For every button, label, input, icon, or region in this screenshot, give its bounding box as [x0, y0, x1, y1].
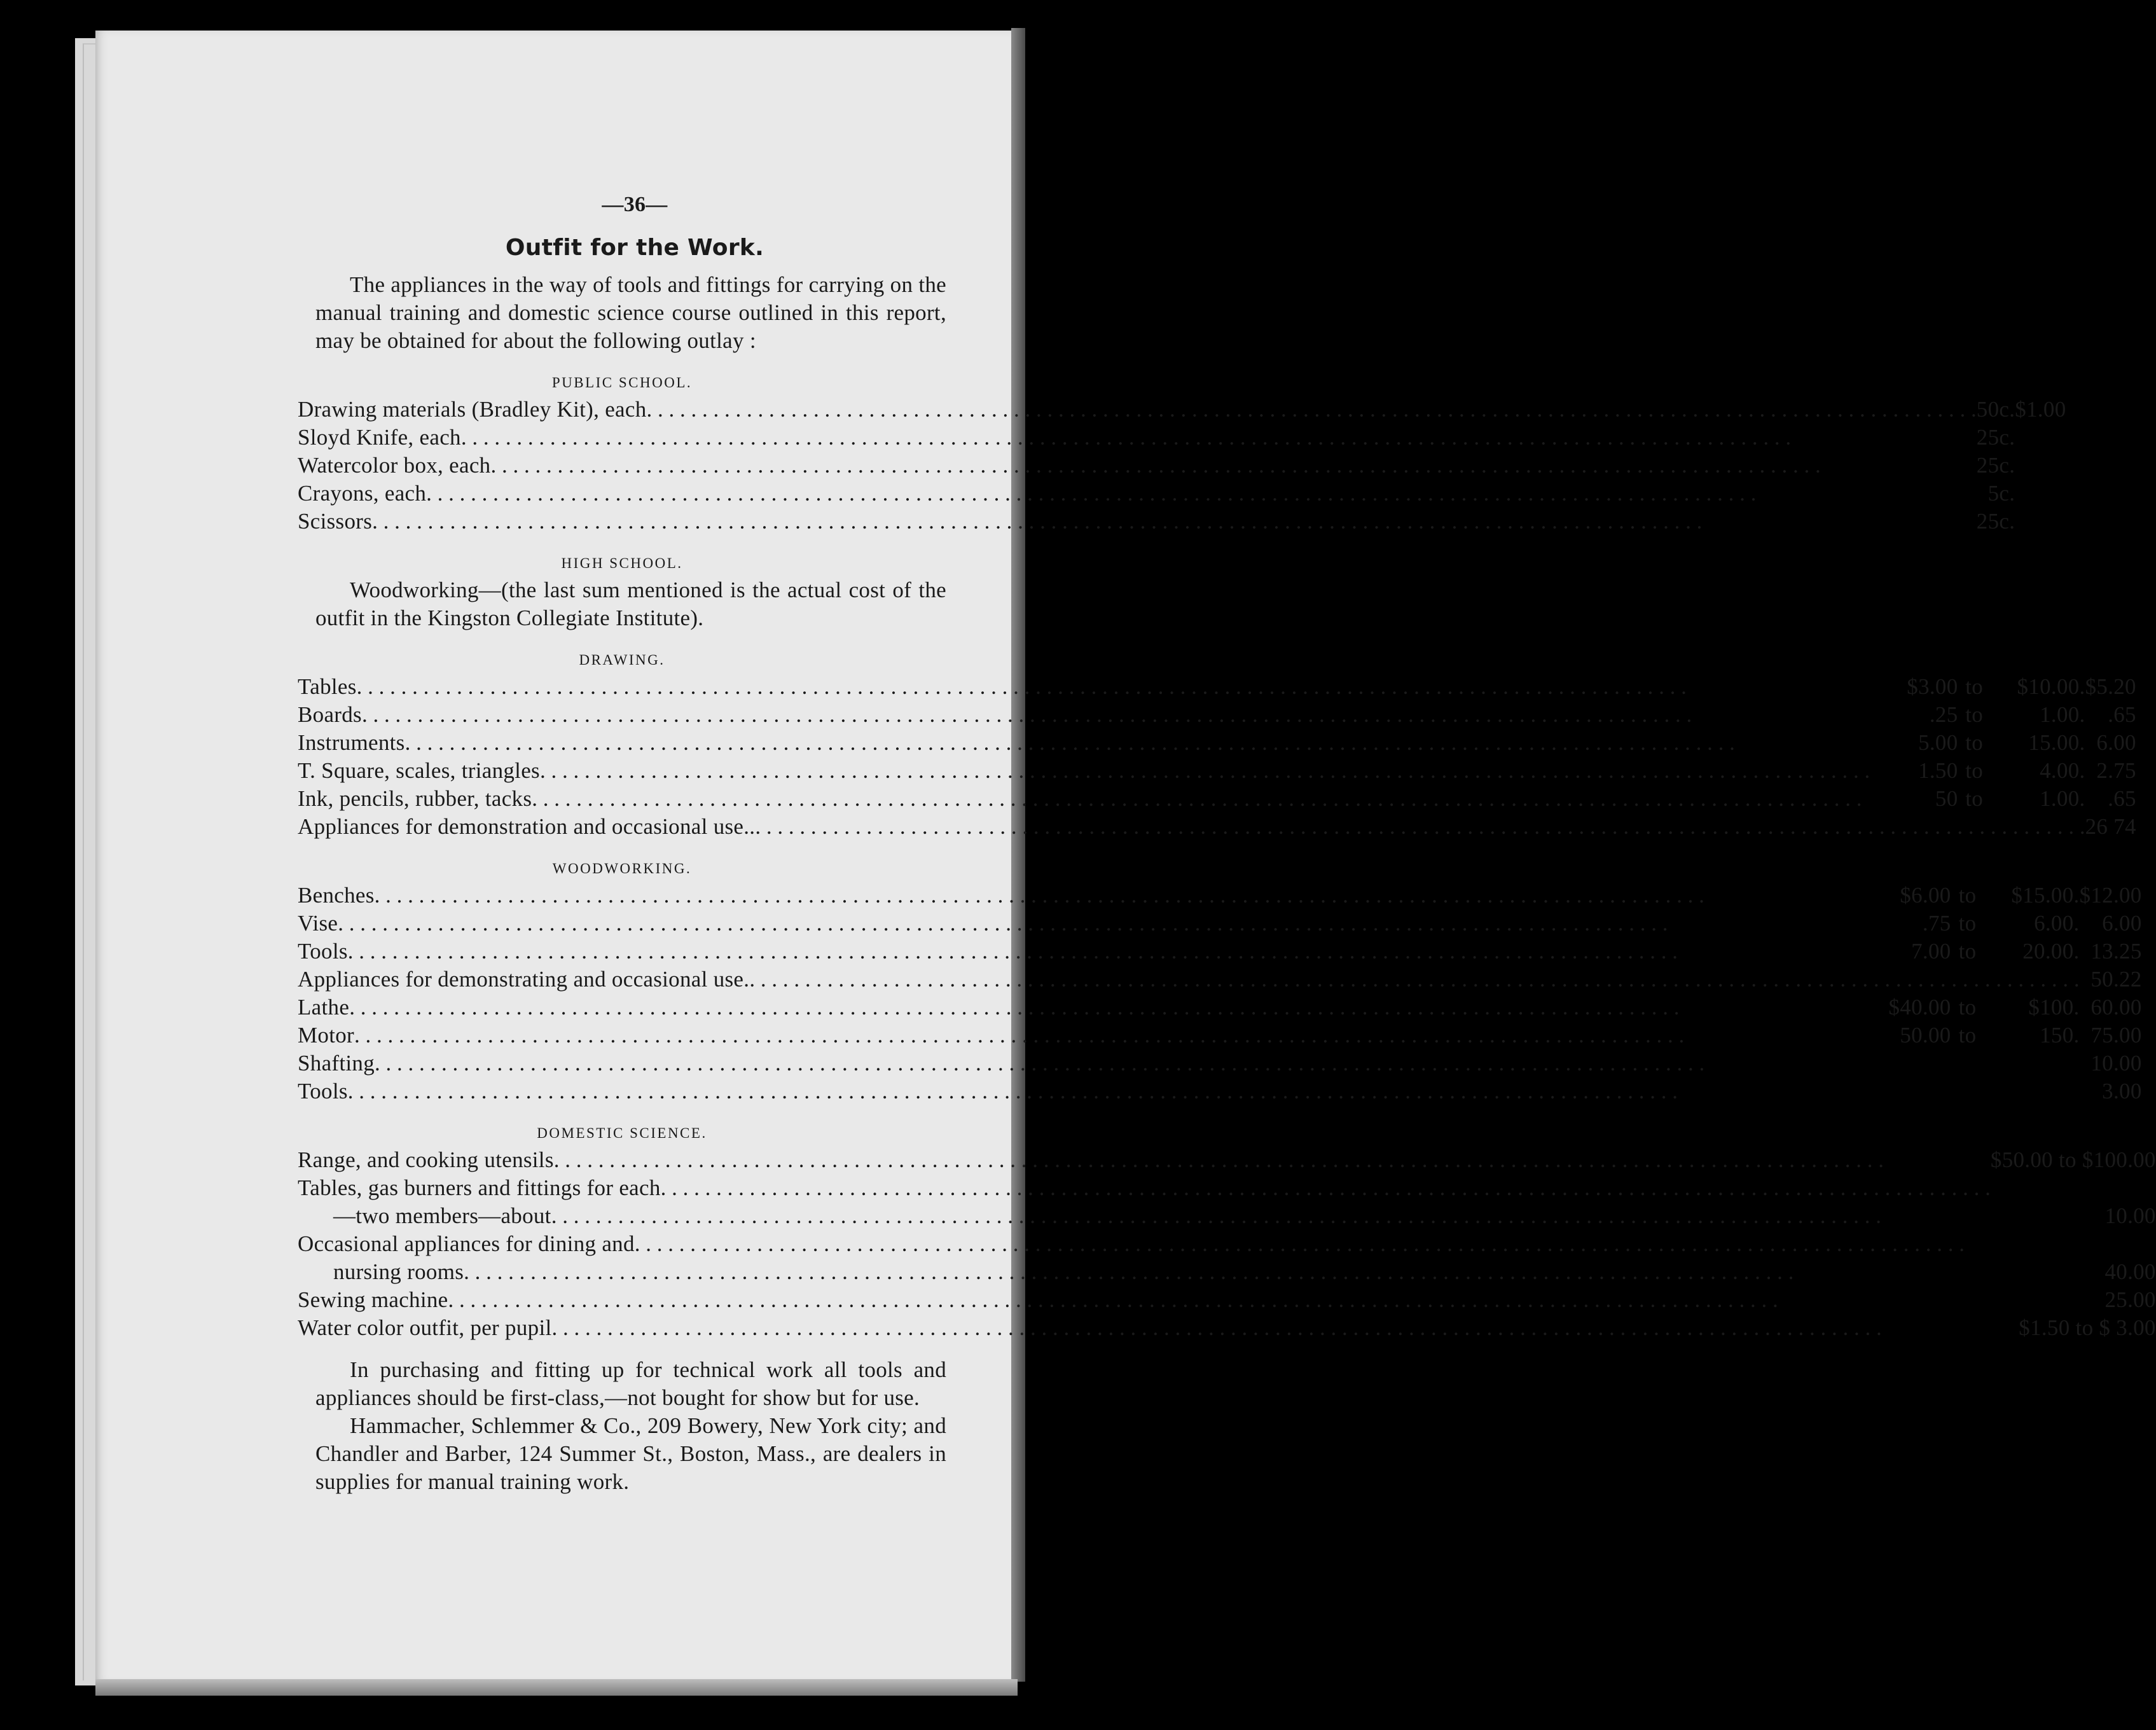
price-to: to	[1965, 730, 1984, 755]
table-row	[298, 1021, 2142, 1049]
section-title-drawing: DRAWING.	[579, 652, 665, 668]
item-label-text: Crayons, each	[298, 481, 427, 506]
price-to: to	[1958, 939, 1977, 964]
leader-dots	[348, 938, 1862, 965]
price-range: $50.00 to $100.00	[1990, 1147, 2156, 1172]
price-low: 50	[1935, 786, 1958, 811]
table-row	[298, 910, 2142, 938]
high-school-note-text: Woodworking—(the last sum mentioned is the actual cost of the outfit in the Kingston Collegiate Institute).	[315, 578, 946, 630]
item-label	[298, 965, 2080, 993]
leader-dots	[362, 701, 1870, 729]
item-label-text: Occasional appliances for dining and	[298, 1231, 635, 1256]
price-low: 5.00	[1918, 730, 1958, 755]
price-high: 4.00.	[2040, 758, 2085, 783]
price-high: $100.	[2028, 995, 2080, 1020]
price-range-empty	[1991, 1258, 2092, 1286]
item-label-text: Instruments	[298, 730, 405, 755]
leader-dots	[464, 1258, 1991, 1286]
leader-dots	[661, 1174, 1991, 1202]
price-range-empty	[1991, 1202, 2092, 1230]
item-label-text: Water color outfit, per pupil	[298, 1315, 552, 1340]
section-title-domestic-science: DOMESTIC SCIENCE.	[537, 1125, 707, 1141]
table-row	[298, 993, 2142, 1021]
price-to: to	[1958, 995, 1977, 1020]
leader-dots	[540, 757, 1870, 785]
item-label-text: Appliances for demonstration and occasional use..	[298, 814, 756, 839]
leader-dots	[461, 424, 1977, 452]
table-row	[298, 813, 2136, 841]
table-row	[298, 1049, 2142, 1077]
closing-paragraphs	[298, 1356, 946, 1496]
item-total: $5.20	[2085, 674, 2136, 699]
item-total	[2015, 452, 2066, 480]
item-label-text: Tools	[298, 1079, 348, 1104]
item-total: $1.00	[2015, 397, 2066, 422]
item-price: 5c.	[1987, 481, 2015, 506]
item-label	[298, 1077, 2080, 1105]
item-label-text: T. Square, scales, triangles	[298, 758, 540, 783]
item-label	[298, 993, 1862, 1021]
item-label	[298, 1174, 1991, 1202]
price-low: .25	[1929, 702, 1958, 727]
item-total: 6.00	[2102, 911, 2142, 936]
item-total: $12.00	[2079, 883, 2142, 908]
item-label	[298, 1286, 1991, 1314]
leader-dots	[375, 1049, 2080, 1077]
item-label-text: Appliances for demonstrating and occasional use.	[298, 967, 750, 992]
item-label-text: Shafting	[298, 1051, 375, 1076]
item-label-text: —two members—about	[333, 1203, 551, 1228]
item-label	[298, 452, 1977, 480]
section-title-public-school: PUBLIC SCHOOL.	[551, 375, 693, 391]
item-label-text: Benches	[298, 883, 375, 908]
leader-dots	[532, 785, 1870, 813]
price-high: $10.00.	[2017, 674, 2085, 699]
price-range-empty	[1991, 1174, 2092, 1202]
page-title: Outfit for the Work.	[505, 235, 764, 261]
item-label	[298, 910, 1862, 938]
price-high: 6.00.	[2034, 911, 2080, 936]
item-total: 10.00	[2090, 1051, 2142, 1076]
closing-paragraph-2	[315, 1412, 946, 1496]
price-low: $40.00	[1888, 995, 1951, 1020]
table-row	[298, 396, 2066, 424]
item-label-text: Tables, gas burners and fittings for each	[298, 1175, 661, 1200]
item-total: 6.00	[2096, 730, 2136, 755]
item-total: 75.00	[2090, 1023, 2142, 1048]
item-label-text: Lathe	[298, 995, 350, 1020]
leader-dots	[647, 396, 1977, 424]
price-to: to	[1965, 758, 1984, 783]
item-label	[298, 938, 1862, 965]
table-row	[298, 965, 2142, 993]
table-row	[298, 424, 2066, 452]
item-label	[298, 396, 1977, 424]
leader-dots	[349, 993, 1862, 1021]
table-row	[298, 785, 2136, 813]
drawing-table	[298, 673, 2136, 841]
table-row	[298, 1230, 2156, 1258]
table-row	[298, 1286, 2156, 1314]
price-low: 50.00	[1900, 1023, 1951, 1048]
item-label	[298, 508, 1977, 536]
item-total: .65	[2108, 702, 2136, 727]
closing-paragraph-1	[315, 1356, 946, 1412]
price-low: $6.00	[1900, 883, 1951, 908]
item-label-text: nursing rooms	[333, 1259, 464, 1284]
item-label	[298, 1049, 2080, 1077]
item-label-text: Sloyd Knife, each	[298, 425, 461, 450]
page-number: —36—	[602, 193, 668, 216]
item-total	[2091, 1174, 2155, 1202]
public-school-table	[298, 396, 2066, 536]
item-label	[298, 813, 2085, 841]
intro-text: The appliances in the way of tools and fittings for carrying on the manual training and domestic science course outlined in this report, may be obtained for about the following outlay :	[315, 272, 946, 353]
leader-dots	[551, 1202, 1991, 1230]
item-label	[298, 673, 1870, 701]
item-label	[298, 1021, 1862, 1049]
table-row	[298, 1146, 2156, 1174]
section-title-high-school: HIGH SCHOOL.	[561, 555, 683, 571]
leader-dots	[338, 910, 1862, 938]
price-range-empty	[1991, 1286, 2092, 1314]
leader-dots	[426, 480, 1977, 508]
item-label-text: Sewing machine	[298, 1287, 448, 1312]
item-label	[298, 424, 1977, 452]
table-row	[298, 480, 2066, 508]
price-high: 15.00.	[2028, 730, 2085, 755]
price-to: to	[1958, 911, 1977, 936]
item-label	[298, 729, 1870, 757]
closing-text-2: Hammacher, Schlemmer & Co., 209 Bowery, New York city; and Chandler and Barber, 124 Summer St., Boston, Mass., are dealers in supplies for manual training work.	[315, 1413, 946, 1494]
price-high: 1.00.	[2040, 702, 2085, 727]
item-total	[2015, 424, 2066, 452]
table-row	[298, 1258, 2156, 1286]
item-price: 50c.	[1976, 397, 2015, 422]
table-row	[298, 452, 2066, 480]
leader-dots	[552, 1314, 1991, 1342]
item-total	[2091, 1230, 2155, 1258]
item-label	[298, 1146, 1991, 1174]
item-label	[298, 480, 1977, 508]
leader-dots	[405, 729, 1870, 757]
price-to: to	[1958, 1023, 1977, 1048]
item-label-text: Scissors	[298, 509, 373, 534]
intro-paragraph	[315, 271, 946, 355]
item-label-text: Watercolor box, each	[298, 453, 491, 478]
price-low: 7.00	[1911, 939, 1951, 964]
page-right-edge	[1011, 28, 1025, 1682]
price-high: 150.	[2040, 1023, 2080, 1048]
item-total: 25.00	[2104, 1287, 2156, 1312]
high-school-note	[315, 576, 946, 632]
leader-dots	[448, 1286, 1991, 1314]
price-low: $3.00	[1907, 674, 1958, 699]
table-row	[298, 1314, 2156, 1342]
price-low: .75	[1922, 911, 1951, 936]
item-total: 10.00	[2104, 1203, 2156, 1228]
price-high: 20.00.	[2022, 939, 2080, 964]
price-high: 1.00.	[2040, 786, 2085, 811]
price-range-empty	[1991, 1230, 2092, 1258]
leader-dots	[348, 1077, 2080, 1105]
table-row	[298, 673, 2136, 701]
item-total: 3.00	[2102, 1079, 2142, 1104]
item-label	[298, 882, 1862, 910]
price-to: to	[1965, 674, 1984, 699]
leader-dots	[635, 1230, 1991, 1258]
table-row	[298, 1174, 2156, 1202]
item-label-text: Vise	[298, 911, 338, 936]
item-label	[298, 701, 1870, 729]
section-title-woodworking: WOODWORKING.	[552, 861, 692, 876]
item-label-text: Range, and cooking utensils	[298, 1147, 554, 1172]
item-total	[2015, 480, 2066, 508]
table-row	[298, 938, 2142, 965]
item-total: 60.00	[2090, 995, 2142, 1020]
page-bottom-edge	[95, 1679, 1018, 1696]
page-content	[298, 191, 2156, 1496]
closing-text-1: In purchasing and fitting up for technical work all tools and appliances should be first-class,—not bought for show but for use.	[315, 1357, 946, 1410]
table-row	[298, 701, 2136, 729]
table-row	[298, 882, 2142, 910]
table-row	[298, 1202, 2156, 1230]
table-row	[298, 508, 2066, 536]
price-range: $1.50 to $ 3.00	[2019, 1315, 2156, 1340]
item-label-text: Motor	[298, 1023, 354, 1048]
woodworking-table	[298, 882, 2142, 1105]
leader-dots	[554, 1146, 1991, 1174]
item-total: .65	[2108, 786, 2136, 811]
item-total: 13.25	[2090, 939, 2142, 964]
price-to: to	[1958, 883, 1977, 908]
leader-dots	[755, 813, 2085, 841]
price-to: to	[1965, 786, 1984, 811]
item-label	[298, 1258, 1991, 1286]
leader-dots	[372, 508, 1977, 536]
price-low: 1.50	[1918, 758, 1958, 783]
leader-dots	[357, 673, 1870, 701]
item-total: 26 74	[2085, 814, 2136, 839]
item-label-text: Tools	[298, 939, 348, 964]
table-row	[298, 757, 2136, 785]
leader-dots	[749, 965, 2079, 993]
item-label	[298, 1230, 1991, 1258]
item-label-text: Drawing materials (Bradley Kit), each	[298, 397, 647, 422]
item-label	[298, 785, 1870, 813]
leader-dots	[354, 1021, 1862, 1049]
item-total: 50.22	[2090, 967, 2142, 992]
item-label-text: Ink, pencils, rubber, tacks	[298, 786, 532, 811]
leader-dots	[375, 882, 1862, 910]
item-price: 25c.	[1976, 425, 2015, 450]
item-label-text: Boards	[298, 702, 362, 727]
leader-dots	[490, 452, 1976, 480]
item-label	[298, 1202, 1991, 1230]
item-total	[2015, 508, 2066, 536]
item-price: 25c.	[1976, 453, 2015, 478]
item-total: 2.75	[2096, 758, 2136, 783]
price-high: $15.00.	[2011, 883, 2080, 908]
price-to: to	[1965, 702, 1984, 727]
table-row	[298, 1077, 2142, 1105]
item-label-text: Tables	[298, 674, 357, 699]
item-price: 25c.	[1976, 509, 2015, 534]
table-row	[298, 729, 2136, 757]
domestic-science-table	[298, 1146, 2156, 1342]
item-label	[298, 757, 1870, 785]
item-label	[298, 1314, 1991, 1342]
item-total: 40.00	[2104, 1259, 2156, 1284]
